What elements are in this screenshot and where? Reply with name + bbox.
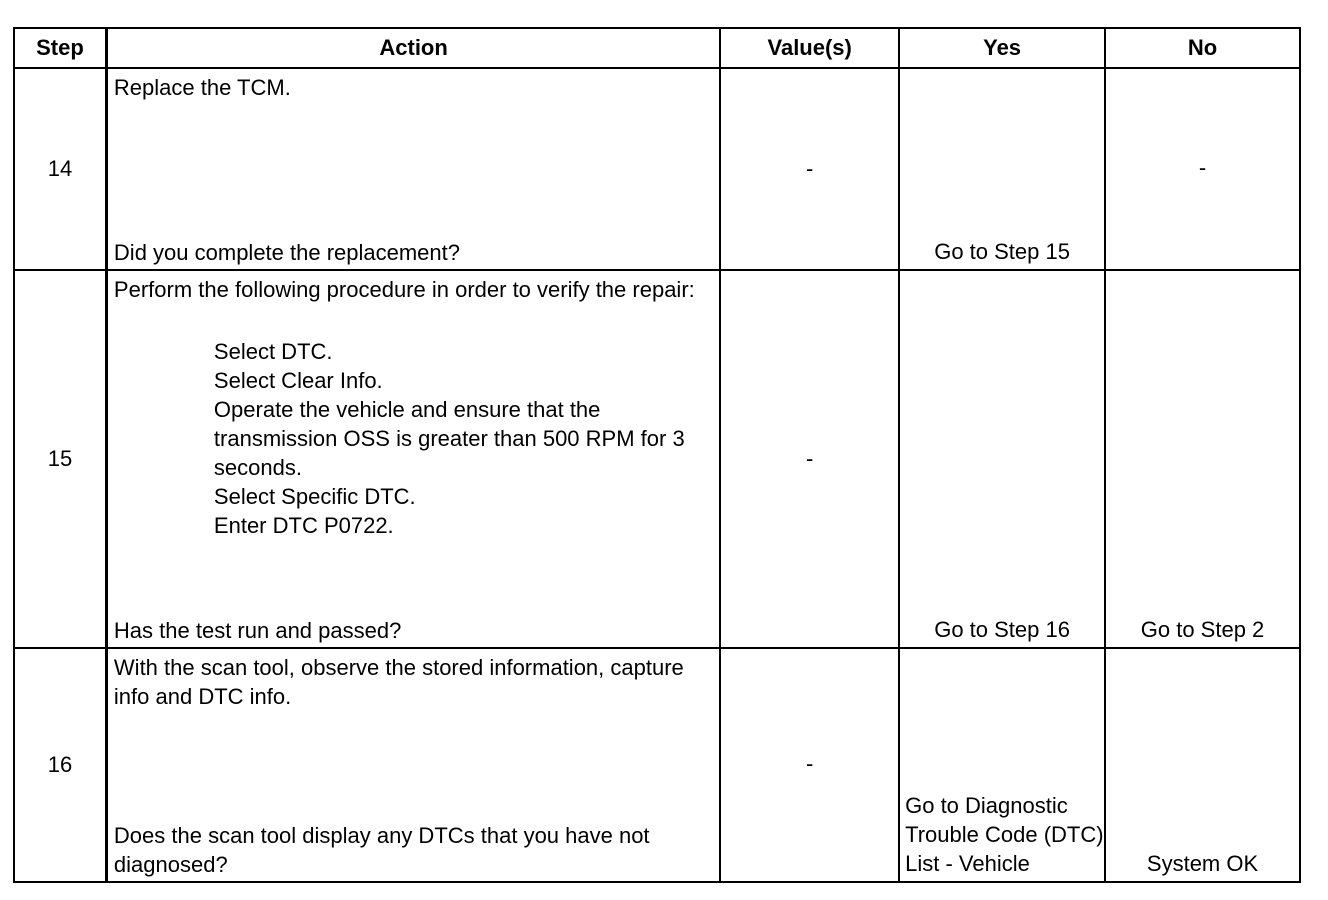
yes-link[interactable]: Go to Diagnostic Trouble Code (DTC) List - Vehicle bbox=[899, 648, 1105, 882]
no-link[interactable]: Go to Step 2 bbox=[1105, 270, 1300, 648]
action-cell bbox=[106, 68, 720, 270]
action-cell bbox=[106, 648, 720, 882]
procedure-list bbox=[114, 337, 713, 540]
diagnostic-table bbox=[13, 27, 1301, 883]
procedure-step: Operate the vehicle and ensure that the transmission OSS is greater than 500 RPM for 3 seconds. bbox=[213, 396, 685, 480]
step-number: 15 bbox=[14, 270, 106, 648]
action-question: Has the test run and passed? bbox=[113, 617, 402, 643]
value-text: - bbox=[806, 750, 814, 776]
value-cell: - bbox=[720, 68, 899, 270]
step-number: 16 bbox=[14, 648, 106, 882]
action-instruction: Replace the TCM. bbox=[113, 75, 291, 100]
value-cell: - bbox=[720, 270, 899, 648]
action-instruction: Perform the following procedure in order to verify the repair: bbox=[113, 276, 695, 302]
action-question: Does the scan tool display any DTCs that you have not diagnosed? bbox=[113, 823, 650, 877]
no-cell: - bbox=[1105, 68, 1300, 270]
table-row bbox=[14, 270, 1300, 648]
header-no: No bbox=[1105, 28, 1300, 68]
procedure-step: Select Clear Info. bbox=[213, 367, 383, 393]
yes-link[interactable]: Go to Step 15 bbox=[899, 68, 1105, 270]
procedure-step: Select Specific DTC. bbox=[213, 483, 416, 509]
action-cell bbox=[106, 270, 720, 648]
header-action: Action bbox=[106, 28, 720, 68]
value-cell bbox=[720, 648, 899, 882]
action-question: Did you complete the replacement? bbox=[113, 239, 461, 265]
table-header-row bbox=[14, 28, 1300, 68]
yes-link[interactable]: Go to Step 16 bbox=[899, 270, 1105, 648]
header-yes: Yes bbox=[899, 28, 1105, 68]
step-number: 14 bbox=[14, 68, 106, 270]
header-step: Step bbox=[14, 28, 106, 68]
procedure-step: Select DTC. bbox=[213, 338, 333, 364]
procedure-step: Enter DTC P0722. bbox=[213, 512, 394, 538]
no-result: System OK bbox=[1105, 648, 1300, 882]
header-values: Value(s) bbox=[720, 28, 899, 68]
table-row bbox=[14, 648, 1300, 882]
table-row bbox=[14, 68, 1300, 270]
action-instruction: With the scan tool, observe the stored information, capture info and DTC info. bbox=[113, 654, 684, 709]
